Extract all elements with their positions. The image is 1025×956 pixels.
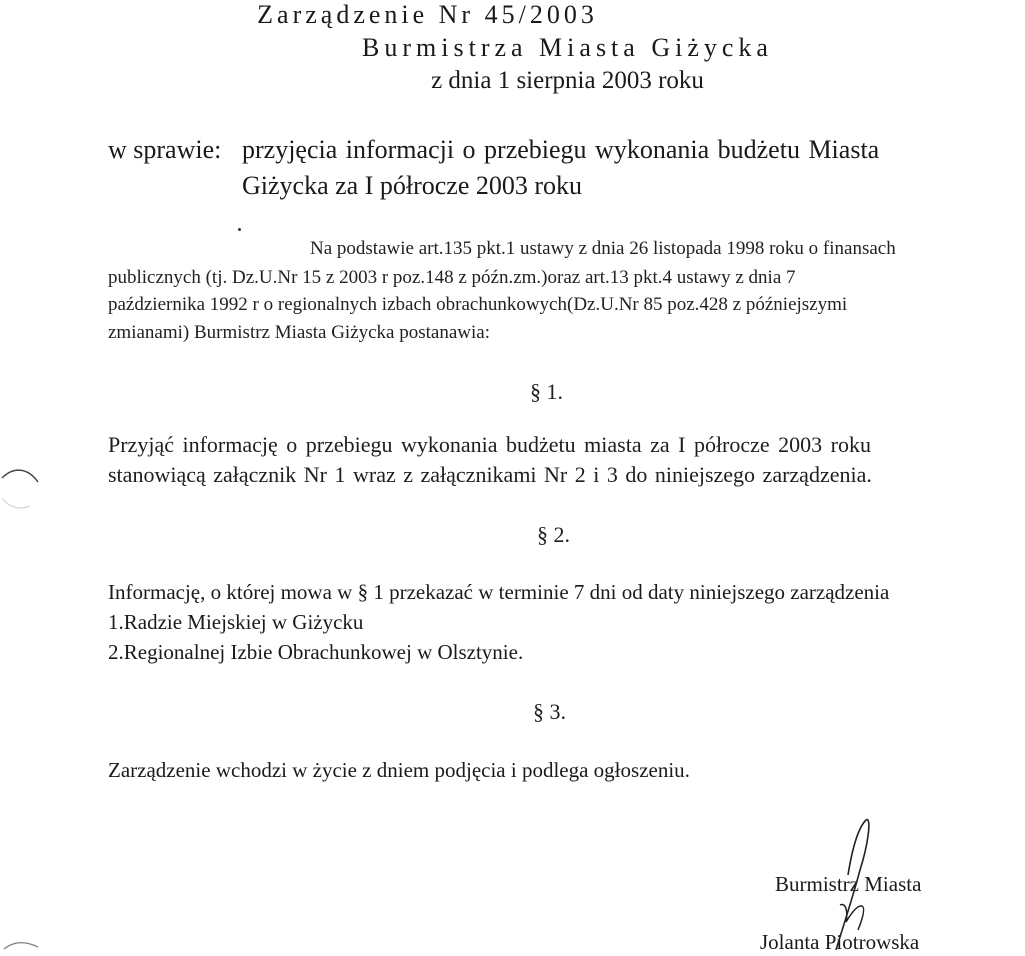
preamble-line-4: zmianami) Burmistrz Miasta Giżycka postanawia: <box>108 322 490 343</box>
section-3-line-1: Zarządzenie wchodzi w życie z dniem podjęcia i podlega ogłoszeniu. <box>108 758 690 782</box>
punch-hole-mark-bottom <box>0 935 60 955</box>
section-2-line-1: Informację, o której mowa w § 1 przekazać w terminie 7 dni od daty niniejszego zarządzenia <box>108 580 890 604</box>
section-1-line-2: stanowiącą załącznik Nr 1 wraz z załącznikami Nr 2 i 3 do niniejszego zarządzenia. <box>108 462 872 487</box>
preamble-line-3: października 1992 r o regionalnych izbach obrachunkowych(Dz.U.Nr 85 poz.428 z późniejszymi <box>108 294 848 315</box>
document-title: Zarządzenie Nr 45/2003 <box>257 0 598 29</box>
subject-label: w sprawie: <box>108 135 222 164</box>
signatory-name: Jolanta Piotrowska <box>760 930 920 954</box>
section-1-heading: § 1. <box>530 379 563 404</box>
section-1-line-1: Przyjąć informację o przebiegu wykonania budżetu miasta za I półrocze 2003 roku <box>108 432 871 457</box>
punch-hole-mark <box>0 458 60 528</box>
section-2-item-1: 1.Radzie Miejskiej w Giżycku <box>108 610 364 634</box>
signatory-title: Burmistrz Miasta <box>775 872 922 896</box>
preamble-line-2: publicznych (tj. Dz.U.Nr 15 z 2003 r poz.148 z późn.zm.)oraz art.13 pkt.4 ustawy z dnia 7 <box>108 267 796 288</box>
section-3-heading: § 3. <box>533 699 566 724</box>
document-date: z dnia 1 sierpnia 2003 roku <box>431 67 704 94</box>
subject-line-1: przyjęcia informacji o przebiegu wykonania budżetu Miasta <box>242 135 880 164</box>
section-2-item-2: 2.Regionalnej Izbie Obrachunkowej w Olsztynie. <box>108 640 524 664</box>
subject-line-2: Giżycka za I półrocze 2003 roku <box>242 171 583 200</box>
issuer-title: Burmistrza Miasta Giżycka <box>362 33 773 62</box>
section-2-heading: § 2. <box>537 522 570 547</box>
stray-dot <box>238 228 241 231</box>
preamble-line-1: Na podstawie art.135 pkt.1 ustawy z dnia 26 listopada 1998 roku o finansach <box>310 238 896 259</box>
